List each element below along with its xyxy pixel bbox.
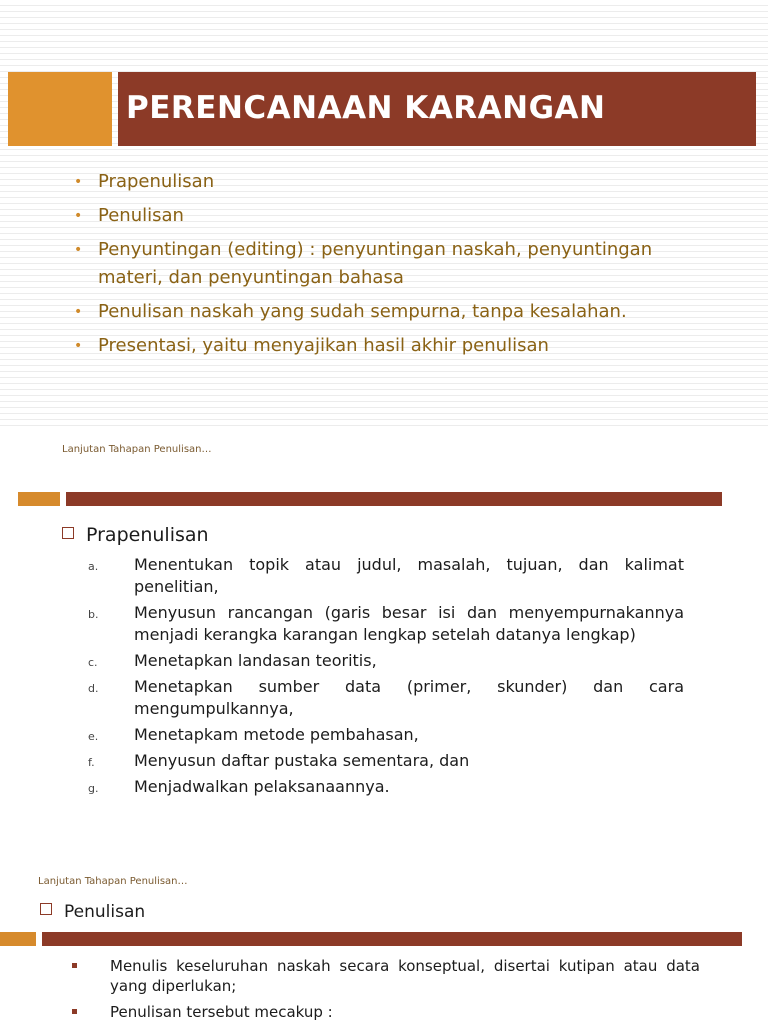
square-bullet-icon	[72, 963, 77, 968]
list-item: • Penulisan	[70, 202, 720, 230]
bullet-icon: •	[74, 208, 83, 224]
list-item: Penulisan tersebut mecakup :	[70, 1002, 700, 1022]
slide-title: PERENCANAAN KARANGAN	[126, 90, 606, 126]
bullet-icon: •	[74, 174, 83, 190]
list-item: • Penulisan naskah yang sudah sempurna, tanpa kesalahan.	[70, 298, 720, 326]
list-item: g. Menjadwalkan pelaksanaannya.	[88, 777, 390, 796]
list-item: c. Menetapkan landasan teoritis,	[88, 651, 377, 670]
header-accent-block	[18, 492, 60, 506]
slide-perencanaan-karangan	[0, 0, 768, 430]
bullet-icon: •	[74, 242, 83, 258]
list-item: f. Menyusun daftar pustaka sementara, dan	[88, 751, 470, 770]
slide-caption: Lanjutan Tahapan Penulisan…	[62, 444, 212, 455]
title-bar	[118, 72, 756, 146]
stage-list	[70, 168, 720, 366]
bullet-icon: •	[74, 338, 83, 354]
list-item: • Presentasi, yaitu menyajikan hasil akhir penulisan	[70, 332, 720, 360]
prapenulisan-list	[88, 554, 684, 802]
section-heading: Prapenulisan	[62, 524, 209, 546]
penulisan-list	[70, 956, 700, 1028]
slide-caption: Lanjutan Tahapan Penulisan…	[38, 876, 188, 887]
list-item: d. Menetapkan sumber data (primer, skunder) dan cara mengumpulkannya,	[88, 677, 684, 718]
bullet-icon: •	[74, 304, 83, 320]
list-item: a. Menentukan topik atau judul, masalah, tujuan, dan kalimat penelitian,	[88, 555, 684, 596]
list-item: Menulis keseluruhan naskah secara konseptual, disertai kutipan atau data yang diperlukan;	[70, 956, 700, 996]
square-bullet-icon	[62, 527, 74, 539]
square-bullet-icon	[72, 1009, 77, 1014]
list-item: • Penyuntingan (editing) : penyuntingan naskah, penyuntingan materi, dan penyuntingan bahasa	[70, 236, 720, 292]
header-accent-block	[0, 932, 36, 946]
section-heading: Penulisan	[40, 902, 145, 922]
square-bullet-icon	[40, 903, 52, 915]
list-item: b. Menyusun rancangan (garis besar isi dan menyempurnakannya menjadi kerangka karangan lengkap setelah datanya lengkap)	[88, 603, 684, 644]
title-accent-block	[8, 72, 112, 146]
list-item: • Prapenulisan	[70, 168, 720, 196]
header-bar	[42, 932, 742, 946]
header-bar	[66, 492, 722, 506]
list-item: e. Menetapkam metode pembahasan,	[88, 725, 419, 744]
